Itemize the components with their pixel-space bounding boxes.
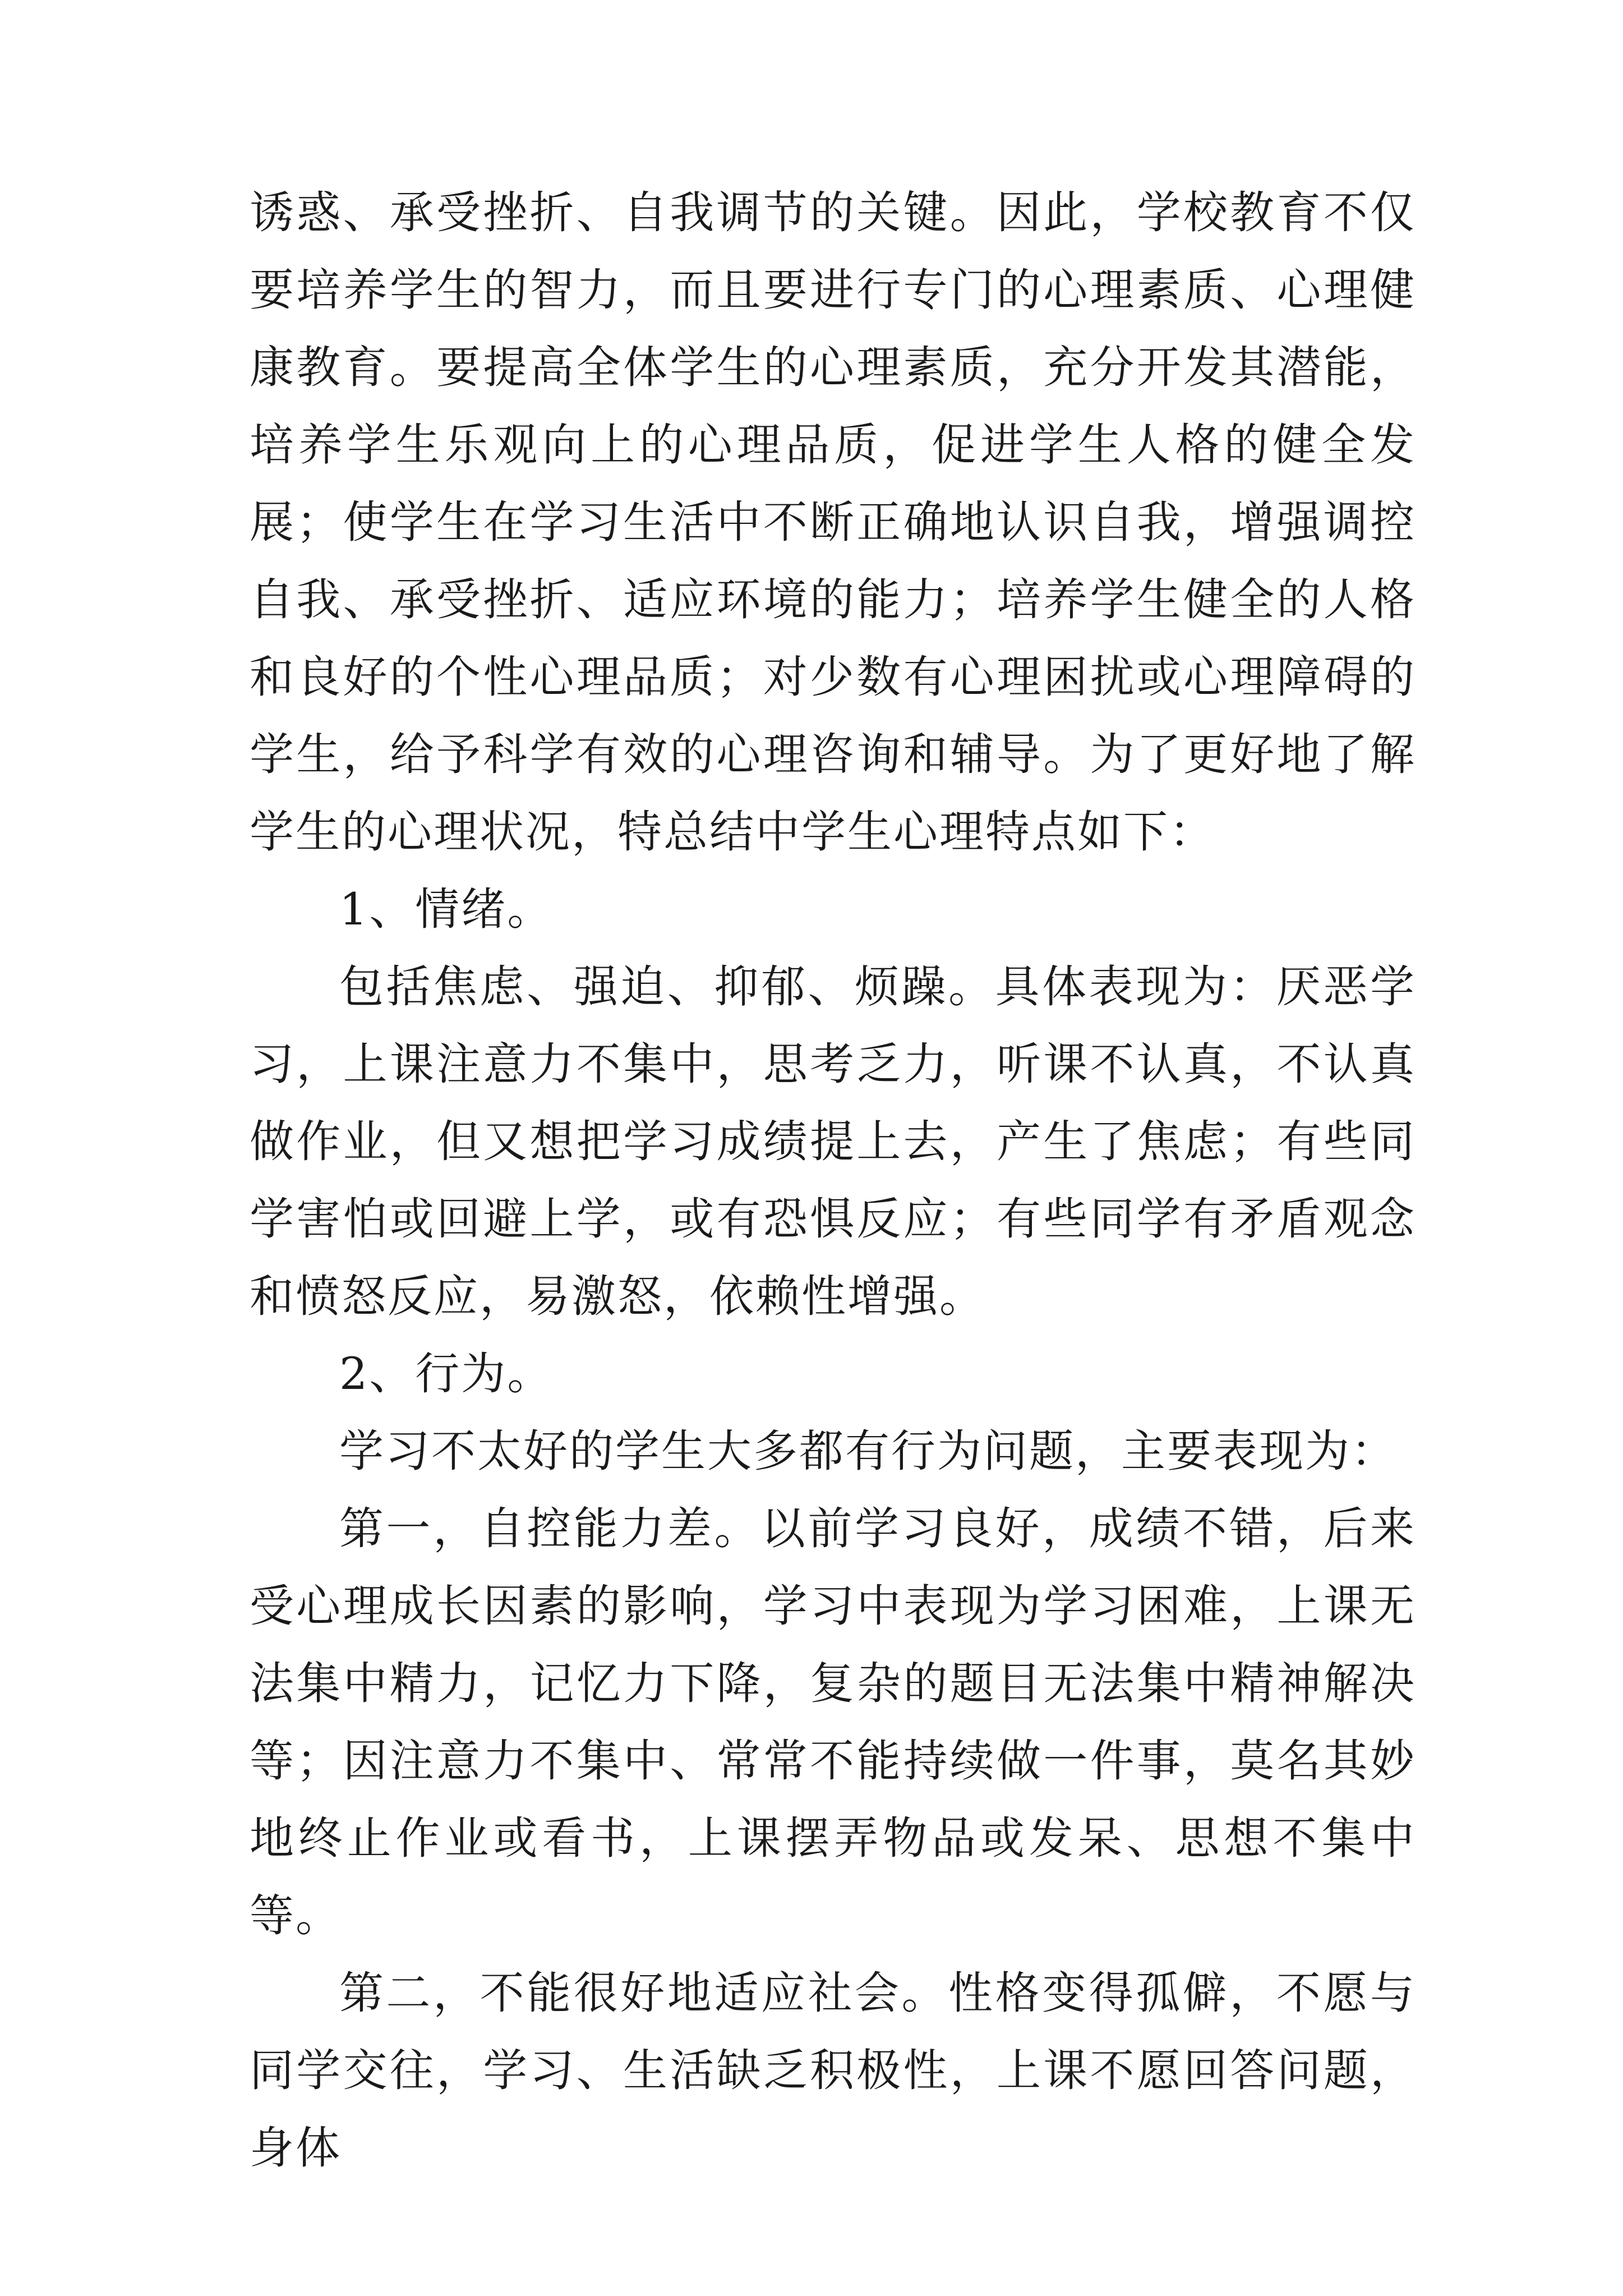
paragraph-behavior-first: 第一，自控能力差。以前学习良好，成绩不错，后来受心理成长因素的影响，学习中表现为学习困难，上课无法集中精力，记忆力下降，复杂的题目无法集中精神解决等；因注意力不集中、常常不能持续做一件事，莫名其妙地终止作业或看书，上课摆弄物品或发呆、思想不集中等。	[250, 1503, 1416, 1941]
heading-emotion: 1、情绪。	[339, 884, 554, 935]
paragraph-continuation: 诱惑、承受挫折、自我调节的关键。因此，学校教育不仅要培养学生的智力，而且要进行专门的心理素质、心理健康教育。要提高全体学生的心理素质，充分开发其潜能，培养学生乐观向上的心理品质，促进学生人格的健全发展；使学生在学习生活中不断正确地认识自我，增强调控自我、承受挫折、适应环境的能力；培养学生健全的人格和良好的个性心理品质；对少数有心理困扰或心理障碍的学生，给予科学有效的心理咨询和辅导。为了更好地了解学生的心理状况，特总结中学生心理特点如下：	[250, 187, 1416, 858]
paragraph-behavior-second: 第二，不能很好地适应社会。性格变得孤僻，不愿与同学交往，学习、生活缺乏积极性，上课不愿回答问题，身体	[250, 1967, 1416, 2174]
paragraph-behavior-intro: 学习不太好的学生大多都有行为问题，主要表现为：	[339, 1425, 1397, 1477]
heading-behavior: 2、行为。	[339, 1348, 554, 1400]
paragraph-emotion: 包括焦虑、强迫、抑郁、烦躁。具体表现为：厌恶学习，上课注意力不集中，思考乏力，听课不认真，不认真做作业，但又想把学习成绩提上去，产生了焦虑；有些同学害怕或回避上学，或有恐惧反应；有些同学有矛盾观念和愤怒反应，易激怒，依赖性增强。	[250, 961, 1416, 1322]
document-body	[250, 174, 1416, 2187]
